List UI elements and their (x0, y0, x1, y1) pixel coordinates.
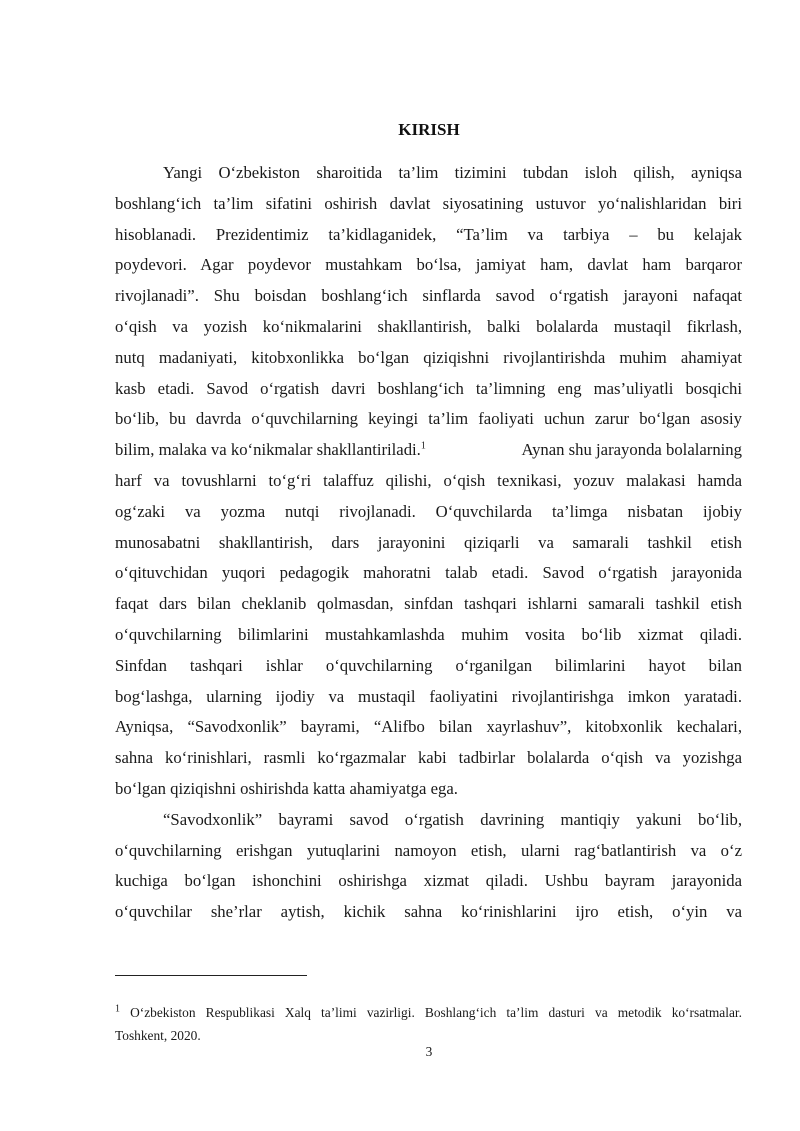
footnote-line: Toshkent, 2020. (115, 1028, 201, 1043)
paragraph-line: faqat dars bilan cheklanib qolmasdan, sinfdan tashqari ishlarni samarali tashkil etish (115, 594, 742, 614)
paragraph-line: og‘zaki va yozma nutqi rivojlanadi. O‘quvchilarda ta’limga nisbatan ijobiy (115, 501, 742, 521)
paragraph-line: o‘qituvchidan yuqori pedagogik mahoratni talab etadi. Savod o‘rgatish jarayonida (115, 563, 742, 583)
paragraph-line: munosabatni shakllantirish, dars jarayonini qiziqarli va samarali tashkil etish (115, 532, 742, 552)
paragraph-line: kasb etadi. Savod o‘rgatish davri boshlang‘ich ta’limning eng mas’uliyatli bosqichi (115, 378, 742, 398)
paragraph-line: rivojlanadi”. Shu boisdan boshlang‘ich sinflarda savod o‘rgatish jarayoni nafaqat (115, 286, 742, 306)
paragraph-segment: bilim, malaka va ko‘nikmalar shakllantiriladi. (115, 440, 421, 460)
paragraph-line: nutq madaniyati, kitobxonlikka bo‘lgan qiziqishni rivojlantirishda muhim ahamiyat (115, 347, 742, 367)
paragraph-line: poydevori. Agar poydevor mustahkam bo‘lsa, jamiyat ham, davlat ham barqaror (115, 255, 742, 275)
paragraph-line: o‘qish va yozish ko‘nikmalarini shakllantirish, balki bolalarda mustaqil fikrlash, (115, 316, 742, 336)
footnote (115, 1001, 742, 1047)
body-text (115, 158, 742, 928)
paragraph-line: boshlang‘ich ta’lim sifatini oshirish davlat siyosatining ustuvor yo‘nalishlaridan biri (115, 193, 742, 213)
paragraph-line-start (115, 435, 426, 466)
paragraph-line: o‘quvchilarning bilimlarini mustahkamlashda muhim vosita bo‘lib xizmat qiladi. (115, 624, 742, 644)
footnote-text: O‘zbekiston Respublikasi Xalq ta’limi vazirligi. Boshlang‘ich ta’lim dasturi va metodik ko‘rsatmalar. (130, 1005, 742, 1020)
paragraph-line: bo‘lib, bu davrda o‘quvchilarning keyingi ta’lim faoliyati uchun zarur bo‘lgan asosiy (115, 409, 742, 429)
paragraph-line: sahna ko‘rinishlari, rasmli ko‘rgazmalar kabi tadbirlar bolalarda o‘qish va yozishga (115, 748, 742, 768)
paragraph-line-with-footnote (115, 435, 742, 466)
footnote-separator (115, 975, 307, 976)
footnote-marker: 1 (115, 1003, 120, 1015)
section-title: KIRISH (398, 120, 460, 139)
paragraph-line: o‘quvchilar she’rlar aytish, kichik sahna ko‘rinishlarini ijro etish, o‘yin va (115, 902, 742, 922)
paragraph-line: bo‘lgan qiziqishni oshirishda katta ahamiyatga ega. (115, 778, 458, 798)
paragraph-line: bog‘lashga, ularning ijodiy va mustaqil faoliyatini rivojlantirishga imkon yaratadi. (115, 686, 742, 706)
footnote-line (115, 1001, 742, 1024)
page-number: 3 (425, 1044, 433, 1059)
paragraph-line: kuchiga bo‘lgan ishonchini oshirishga xizmat qiladi. Ushbu bayram jarayonida (115, 871, 742, 891)
paragraph-line: Ayniqsa, “Savodxonlik” bayrami, “Alifbo bilan xayrlashuv”, kitobxonlik kechalari, (115, 717, 742, 737)
footnote-reference[interactable]: 1 (420, 440, 426, 452)
paragraph-line: o‘quvchilarning erishgan yutuqlarini namoyon etish, ularni rag‘batlantirish va o‘z (115, 840, 742, 860)
paragraph-line: harf va tovushlarni to‘g‘ri talaffuz qilishi, o‘qish texnikasi, yozuv malakasi hamda (115, 470, 742, 490)
paragraph-line: “Savodxonlik” bayrami savod o‘rgatish davrining mantiqiy yakuni bo‘lib, (163, 809, 742, 829)
paragraph-line: Yangi O‘zbekiston sharoitida ta’lim tizimini tubdan isloh qilish, ayniqsa (163, 163, 742, 182)
paragraph-line: Sinfdan tashqari ishlar o‘quvchilarning o‘rganilgan bilimlarini hayot bilan (115, 655, 742, 675)
paragraph-line: hisoblanadi. Prezidentimiz ta’kidlaganidek, “Ta’lim va tarbiya – bu kelajak (115, 224, 742, 244)
paragraph-segment: Aynan shu jarayonda bolalarning (521, 440, 742, 460)
